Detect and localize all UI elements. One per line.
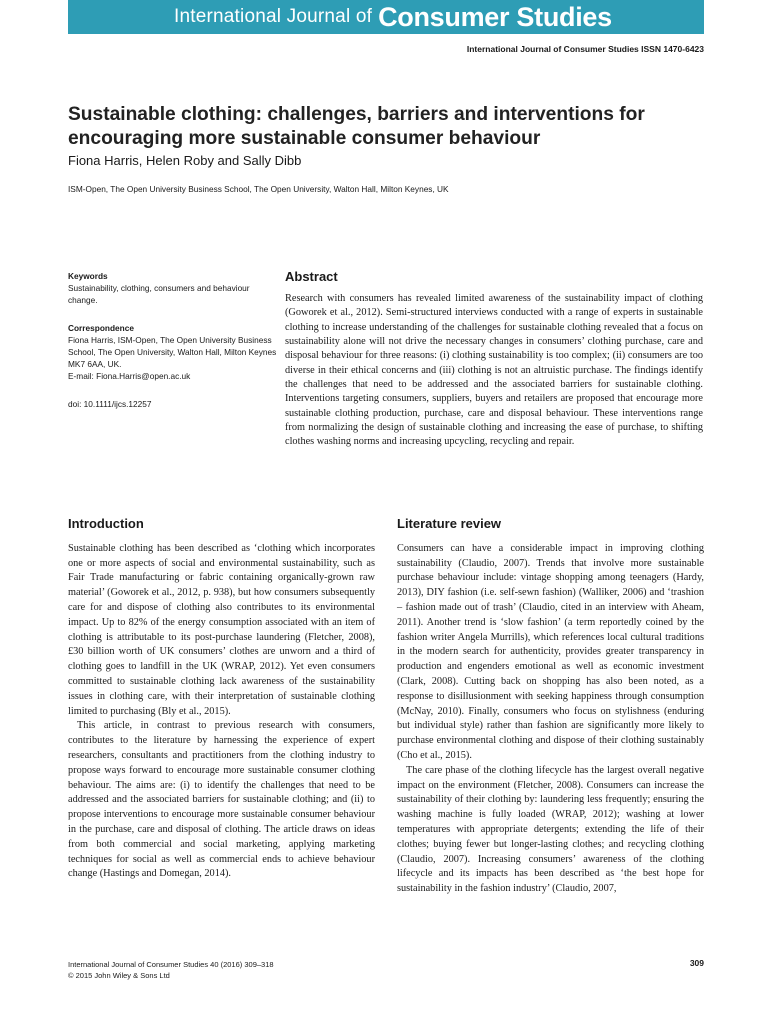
footer-citation: International Journal of Consumer Studies 40 (2016) 309–318 <box>68 960 274 969</box>
issn-line: International Journal of Consumer Studies ISSN 1470-6423 <box>466 44 704 54</box>
keywords-label: Keywords <box>68 271 108 281</box>
article-title: Sustainable clothing: challenges, barriers and interventions for encouraging more sustainable consumer behaviour <box>68 104 645 149</box>
abstract-text: Research with consumers has revealed limited awareness of the sustainability impact of clothing (Goworek et al., 2012). Semi-structured interviews conducted with a range of experts in sustainable clothing to increase understanding of the challenges for sustainable clothing revealed that a focus on sustainability alone will not drive the necessary changes in consumers’ clothing purchase, care and disposal behaviour for three reasons: (i) clothing sustainability is too complex; (ii) consumers are too diverse in their ethical concerns and (iii) clothing is not an altruistic purchase. The findings identify the challenges that need to be addressed and the associated barriers for sustainable clothing. Interventions targeting consumers, suppliers, buyers and retailers are proposed that encourage more sustainable clothing production, purchase, care and disposal behaviour. These interventions range from normalizing the design of sustainable clothing and increasing the ease of purchase, to shifting clothes washing norms and increasing upcycling, recycling and repair. <box>285 293 703 448</box>
page-footer <box>68 959 274 981</box>
introduction-section <box>68 517 375 882</box>
correspondence-email[interactable]: E-mail: Fiona.Harris@open.ac.uk <box>68 371 191 381</box>
journal-banner <box>68 0 704 34</box>
literature-review-heading: Literature review <box>397 516 502 531</box>
affiliation: ISM-Open, The Open University Business School, The Open University, Walton Hall, Milton Keynes, UK <box>68 184 449 194</box>
introduction-paragraph: This article, in contrast to previous research with consumers, contributes to the literature by harnessing the experience of expert researchers, consultants and practitioners from the clothing industry to propose ways forward to encourage more sustainable consumer clothing behaviour. The aims are: (i) to identify the challenges that need to be addressed and the associated barriers for sustainable clothing; and (ii) to propose interventions to encourage more sustainable consumer behaviour in the purchase, care and disposal of clothing. The article draws on ideas from both commercial and social marketing, applying marketing techniques for social as well as commercial ends to achieve behaviour change (Hastings and Domegan, 2014). <box>68 720 375 880</box>
abstract-heading: Abstract <box>285 269 338 284</box>
correspondence-address: Fiona Harris, ISM-Open, The Open University Business School, The Open University, Walton Hall, Milton Keynes MK7 6AA, UK. <box>68 335 277 369</box>
article-sidebar <box>68 270 278 410</box>
doi[interactable]: doi: 10.1111/ijcs.12257 <box>68 399 152 409</box>
abstract-section <box>285 269 703 450</box>
journal-name: Consumer Studies <box>378 1 612 32</box>
introduction-paragraph: Sustainable clothing has been described as ‘clothing which incorporates one or more aspects of social and environmental sustainability, such as Fair Trade manufacturing or fabric containing organically-grown raw material’ (Goworek et al., 2012, p. 938), but how consumers subsequently care for and dispose of clothing also contributes to its environmental impact. Up to 82% of the energy consumption associated with an item of clothing is attributable to its post-purchase laundering (Fletcher, 2008), £30 billion worth of UK consumers’ clothes are unworn and a third of clothing goes to landfill in the UK (WRAP, 2012). Yet even consumers committed to sustainable clothing lack awareness of the sustainability issues in clothing care, with their interpretation of sustainable clothing limited to purchasing (Bly et al., 2015). <box>68 542 375 717</box>
keywords: Sustainability, clothing, consumers and behaviour change. <box>68 283 250 305</box>
literature-paragraph: Consumers can have a considerable impact in improving clothing sustainability (Claudio, 2007). Trends that involve more sustainable purchase behaviour include: vintage shopping among teenagers (Hardy, 2013), DIY fashion (i.e. self-sewn fashion) (Walliker, 2006) and ‘trashion – fashion made out of trash’ (Claudio, cited in an interview with Aheam, 2011). Another trend is ‘slow fashion’ (a term reportedly coined by the fashion writer Angela Murrills), which references local cultural traditions in the modern search for authenticity, provides greater transparency in production and engenders emotional as well as economic investment (Clark, 2008). Cutting back on shopping has also been noted, as a response to disillusionment with seeking happiness through consumption (McNay, 2010). Finally, consumers who focus on stylishness (enduring but individual style) rather than fashion are significantly more likely to purchase environmental clothing and dispose of their clothing sustainably (Cho et al., 2015). <box>397 542 704 761</box>
literature-review-section <box>397 517 704 897</box>
authors: Fiona Harris, Helen Roby and Sally Dibb <box>68 153 302 168</box>
correspondence-label: Correspondence <box>68 323 134 333</box>
journal-prefix: International Journal of <box>174 6 373 27</box>
literature-paragraph: The care phase of the clothing lifecycle has the largest overall negative impact on the environment (Fletcher, 2008). Consumers can increase the sustainability of their clothing by: laundering less frequently; ensuring the washing machine is fully loaded (WRAP, 2012); washing at lower temperatures with appropriate detergents; extending the life of their clothes; buying fewer but longer-lasting clothes; and recycling clothing (Claudio, 2007). Increasing consumers’ awareness of the clothing lifecycle and its impacts has been described as ‘the best hope for sustainability in the fashion industry’ (Claudio, 2007, <box>397 764 704 895</box>
page-number: 309 <box>689 958 704 968</box>
footer-copyright: © 2015 John Wiley & Sons Ltd <box>68 971 170 980</box>
introduction-heading: Introduction <box>68 516 144 531</box>
